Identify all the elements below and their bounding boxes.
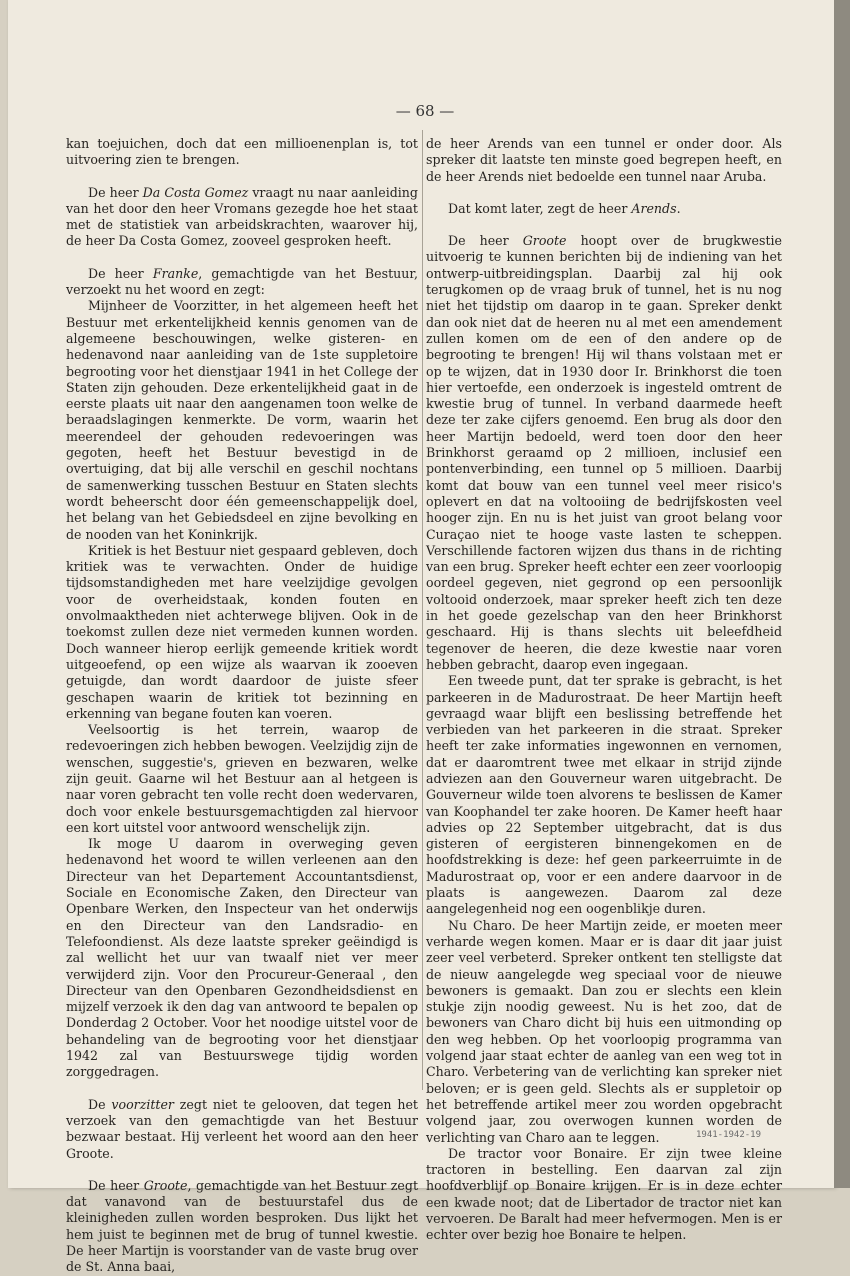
paragraph-text: de heer Arends van een tunnel er onder door. Als spreker dit laatste ten minste goed begrepen heeft, en de heer Arends niet bedoelde een tunnel naar Aruba. bbox=[426, 136, 782, 184]
speaker-name: Franke bbox=[152, 265, 199, 281]
paragraph bbox=[426, 673, 782, 917]
paragraph-text: Veelsoortig is het terrein, waarop de redevoeringen zich hebben bewogen. Veelzijdig zijn de wenschen, suggestie's, grieven en bezwaren, welke zijn geuit. Gaarne wil het Bestuur aan al hetgeen is naar voren gebracht ten volle recht doen wedervaren, doch voor enkele bestuursgemachtigden zal hiervoor een kort uitstel voor antwoord wenschelijk zijn. bbox=[66, 722, 418, 835]
paragraph-text: , gemachtigde van het Bestuur zegt dat vanavond van de bestuurstafel dus de kleinigheden zullen worden besproken. Dus lijkt het hem juist te beginnen met de brug of tunnel kwestie. De heer Martijn is voorstander van de vaste brug over de St. Anna baai, bbox=[66, 1177, 419, 1275]
paragraph-lead: De heer bbox=[88, 1177, 144, 1193]
paragraph bbox=[66, 1097, 418, 1162]
paragraph bbox=[66, 298, 418, 542]
paragraph bbox=[426, 136, 782, 185]
paragraph bbox=[426, 233, 782, 673]
speaker-name: Da Costa Gomez bbox=[142, 184, 249, 200]
paragraph-lead: Dat komt later, zegt de heer bbox=[448, 200, 632, 216]
column-divider bbox=[422, 130, 423, 1090]
paragraph-text: Mijnheer de Voorzitter, in het algemeen heeft het Bestuur met erkentelijkheid kennis genomen van de algemeene beschouwingen, welke gisteren- en hedenavond naar aanleiding van de 1ste suppletoire begrooting voor het dienstjaar 1941 in het College der Staten zijn gehouden. Deze erkentelijkheid gaat in de eerste plaats uit naar den aangenamen toon welke de beraadslagingen kenmerkte. De vorm, waarin het meerendeel der gehouden redevoeringen was gegoten, heeft het Bestuur bevestigd in de overtuiging, dat bij alle verschil en geschil nochtans de samenwerking tusschen Bestuur en Staten slechts wordt beheerscht door één gemeenschappelijk doel, het belang van het Gebiedsdeel en zijne bevolking en de nooden van het Koninkrijk. bbox=[66, 298, 418, 542]
paragraph bbox=[426, 918, 782, 1146]
paragraph-text: Ik moge U daarom in overweging geven hedenavond het woord te willen verleenen aan den Directeur van het Departement Accountantsdienst, Sociale en Economische Zaken, den Directeur van Openbare Werken, den Inspecteur van het onderwijs en den Directeur van den Landsradio- en Telefoondienst. Als deze laatste spreker geëindigd is zal wellicht het uur van twaalf niet ver meer verwijderd zijn. Voor den Procureur-Generaal , den Directeur van den Openbaren Gezondheidsdienst en mijzelf verzoek ik den dag van antwoord te bepalen op Donderdag 2 October. Voor het noodige uitstel voor de behandeling van de begrooting voor het dienstjaar 1942 zal van Bestuurswege tijdig worden zorggedragen. bbox=[66, 836, 418, 1080]
paragraph bbox=[66, 185, 418, 250]
paragraph-text: zegt niet te gelooven, dat tegen het verzoek van den gemachtigde van het Bestuur bezwaar bestaat. Hij verleent het woord aan den heer Groote. bbox=[66, 1096, 418, 1161]
paragraph bbox=[66, 136, 418, 169]
page-number: — 68 — bbox=[395, 102, 455, 120]
archive-reference: 1941-1942-19 bbox=[696, 1130, 762, 1140]
paragraph-text: vraagt nu naar aanleiding van het door den heer Vromans gezegde hoe het staat met de statistiek van arbeidskrachten, waarover hij, de heer Da Costa Gomez, zooveel gesproken heeft. bbox=[66, 184, 418, 249]
paragraph bbox=[66, 543, 418, 722]
speaker-name: Groote bbox=[143, 1177, 188, 1193]
paragraph-lead: De heer bbox=[88, 265, 153, 281]
paragraph bbox=[66, 266, 418, 299]
paragraph-text: Kritiek is het Bestuur niet gespaard gebleven, doch kritiek was te verwachten. Onder de huidige tijdsomstandigheden met hare veelzijdige gevolgen voor de overheidstaak, konden fouten en onvolmaaktheden niet achterwege blijven. Ook in de toekomst zullen deze niet vermeden kunnen worden. Doch wanneer hierop eerlijk gemeende kritiek wordt uitgeoefend, op een wijze als waarvan ik zooeven getuigde, dan wordt daardoor de juiste sfeer geschapen waarin de kritiek tot bezinning en erkenning van begane fouten kan voeren. bbox=[66, 542, 418, 721]
paragraph-text: Nu Charo. De heer Martijn zeide, er moeten meer verharde wegen komen. Maar er is daar dit jaar juist zeer veel verbeterd. Spreker ontkent ten stelligste dat de nieuw aangelegde weg speciaal voor de nieuwe bewoners is gemaakt. Dan zou er slechts een klein stukje zijn noodig geweest. Nu is het zoo, dat de bewoners van Charo dicht bij huis een uitmonding op den weg hebben. Op het voorloopig programma van volgend jaar staat echter de aanleg van een weg tot in Charo. Verbetering van de verlichting kan spreker niet beloven; er is geen geld. Slechts als er suppletoir op het betreffende artikel meer zou worden opgebracht volgend jaar, zou overwogen kunnen worden de verlichting van Charo aan te leggen. bbox=[426, 917, 782, 1145]
paragraph bbox=[66, 836, 418, 1080]
paragraph-lead: De heer bbox=[88, 184, 143, 200]
right-column bbox=[426, 136, 782, 1244]
speaker-name: Groote bbox=[522, 233, 567, 249]
speaker-name: voorzitter bbox=[111, 1096, 174, 1112]
paragraph-text: De tractor voor Bonaire. Er zijn twee kleine tractoren in bestelling. Een daarvan zal zijn hoofdverblijf op Bonaire krijgen. Er is in deze echter een kwade noot; dat de Libertador de tractor niet kan vervoeren. De Baralt had meer hefvermogen. Men is er echter over bezig hoe Bonaire te helpen. bbox=[426, 1145, 782, 1243]
paragraph-text: hoopt over de brugkwestie uitvoerig te kunnen berichten bij de indiening van het ontwerp-uitbreidingsplan. Daarbij zal hij ook terugkomen op de vraag bruk of tunnel, het is nu nog niet het tijdstip om daarop in te gaan. Spreker denkt dan ook niet dat de heeren nu al met een amendement zullen komen om de een of den andere op de begrooting te brengen! Hij wil thans volstaan met er op te wijzen, dat in 1930 door Ir. Brinkhorst die toen hier vertoefde, een onderzoek is ingesteld omtrent de kwestie brug of tunnel. In verband daarmede heeft deze ter zake cijfers genoemd. Een brug als door den heer Martijn bedoeld, werd toen door den heer Brinkhorst geraamd op 2 millioen, inclusief een pontenverbinding, een tunnel op 5 millioen. Daarbij komt dat bouw van een tunnel veel meer risico's oplevert en dat na voltooiing de bedrijfskosten veel hooger zijn. En nu is het juist van groot belang voor Curaçao niet te hooge vaste lasten te scheppen. Verschillende factoren wijzen dus thans in de richting van een brug. Spreker heeft echter een zeer voorloopig oordeel gegeven, niet gegrond op een persoonlijk voltooid onderzoek, maar spreker heeft zich ten deze in het goede gezelschap van den heer Brinkhorst geschaard. Hij is thans slechts uit beleefdheid tegenover de heeren, die deze kwestie naar voren hebben gebracht, daarop even ingegaan. bbox=[426, 233, 782, 672]
paragraph-lead: De heer bbox=[448, 233, 523, 249]
left-column bbox=[66, 136, 418, 1276]
paragraph-lead: De bbox=[88, 1096, 112, 1112]
paragraph bbox=[66, 722, 418, 836]
paragraph bbox=[426, 1146, 782, 1244]
paragraph bbox=[426, 201, 782, 217]
paragraph-text: Een tweede punt, dat ter sprake is gebracht, is het parkeeren in de Madurostraat. De heer Martijn heeft gevraagd waar blijft een beslissing betreffende het verbieden van het parkeeren in die straat. Spreker heeft ter zake informaties ingewonnen en vernomen, dat er daaromtrent twee met elkaar in strijd zijnde adviezen aan den Gouverneur waren uitgebracht. De Gouverneur wilde toen alvorens te beslissen de Kamer van Koophandel ter zake hooren. De Kamer heeft haar advies op 22 September uitgebracht, dat is dus gisteren of eergisteren binnengekomen en de hoofdstrekking is deze: hef geen parkeerruimte in de Madurostraat op, voor er een andere daarvoor in de plaats is aangewezen. Daarom zal deze aangelegenheid nog een oogenblikje duren. bbox=[426, 673, 782, 917]
scan-edge bbox=[834, 0, 850, 1188]
paragraph-text: kan toejuichen, doch dat een millioenenplan is, tot uitvoering zien te brengen. bbox=[66, 136, 418, 168]
speaker-name: Arends bbox=[631, 200, 677, 216]
paragraph-text: . bbox=[676, 200, 681, 216]
paragraph-text: , gemachtigde van het Bestuur, verzoekt nu het woord en zegt: bbox=[66, 265, 419, 298]
paragraph bbox=[66, 1178, 418, 1276]
